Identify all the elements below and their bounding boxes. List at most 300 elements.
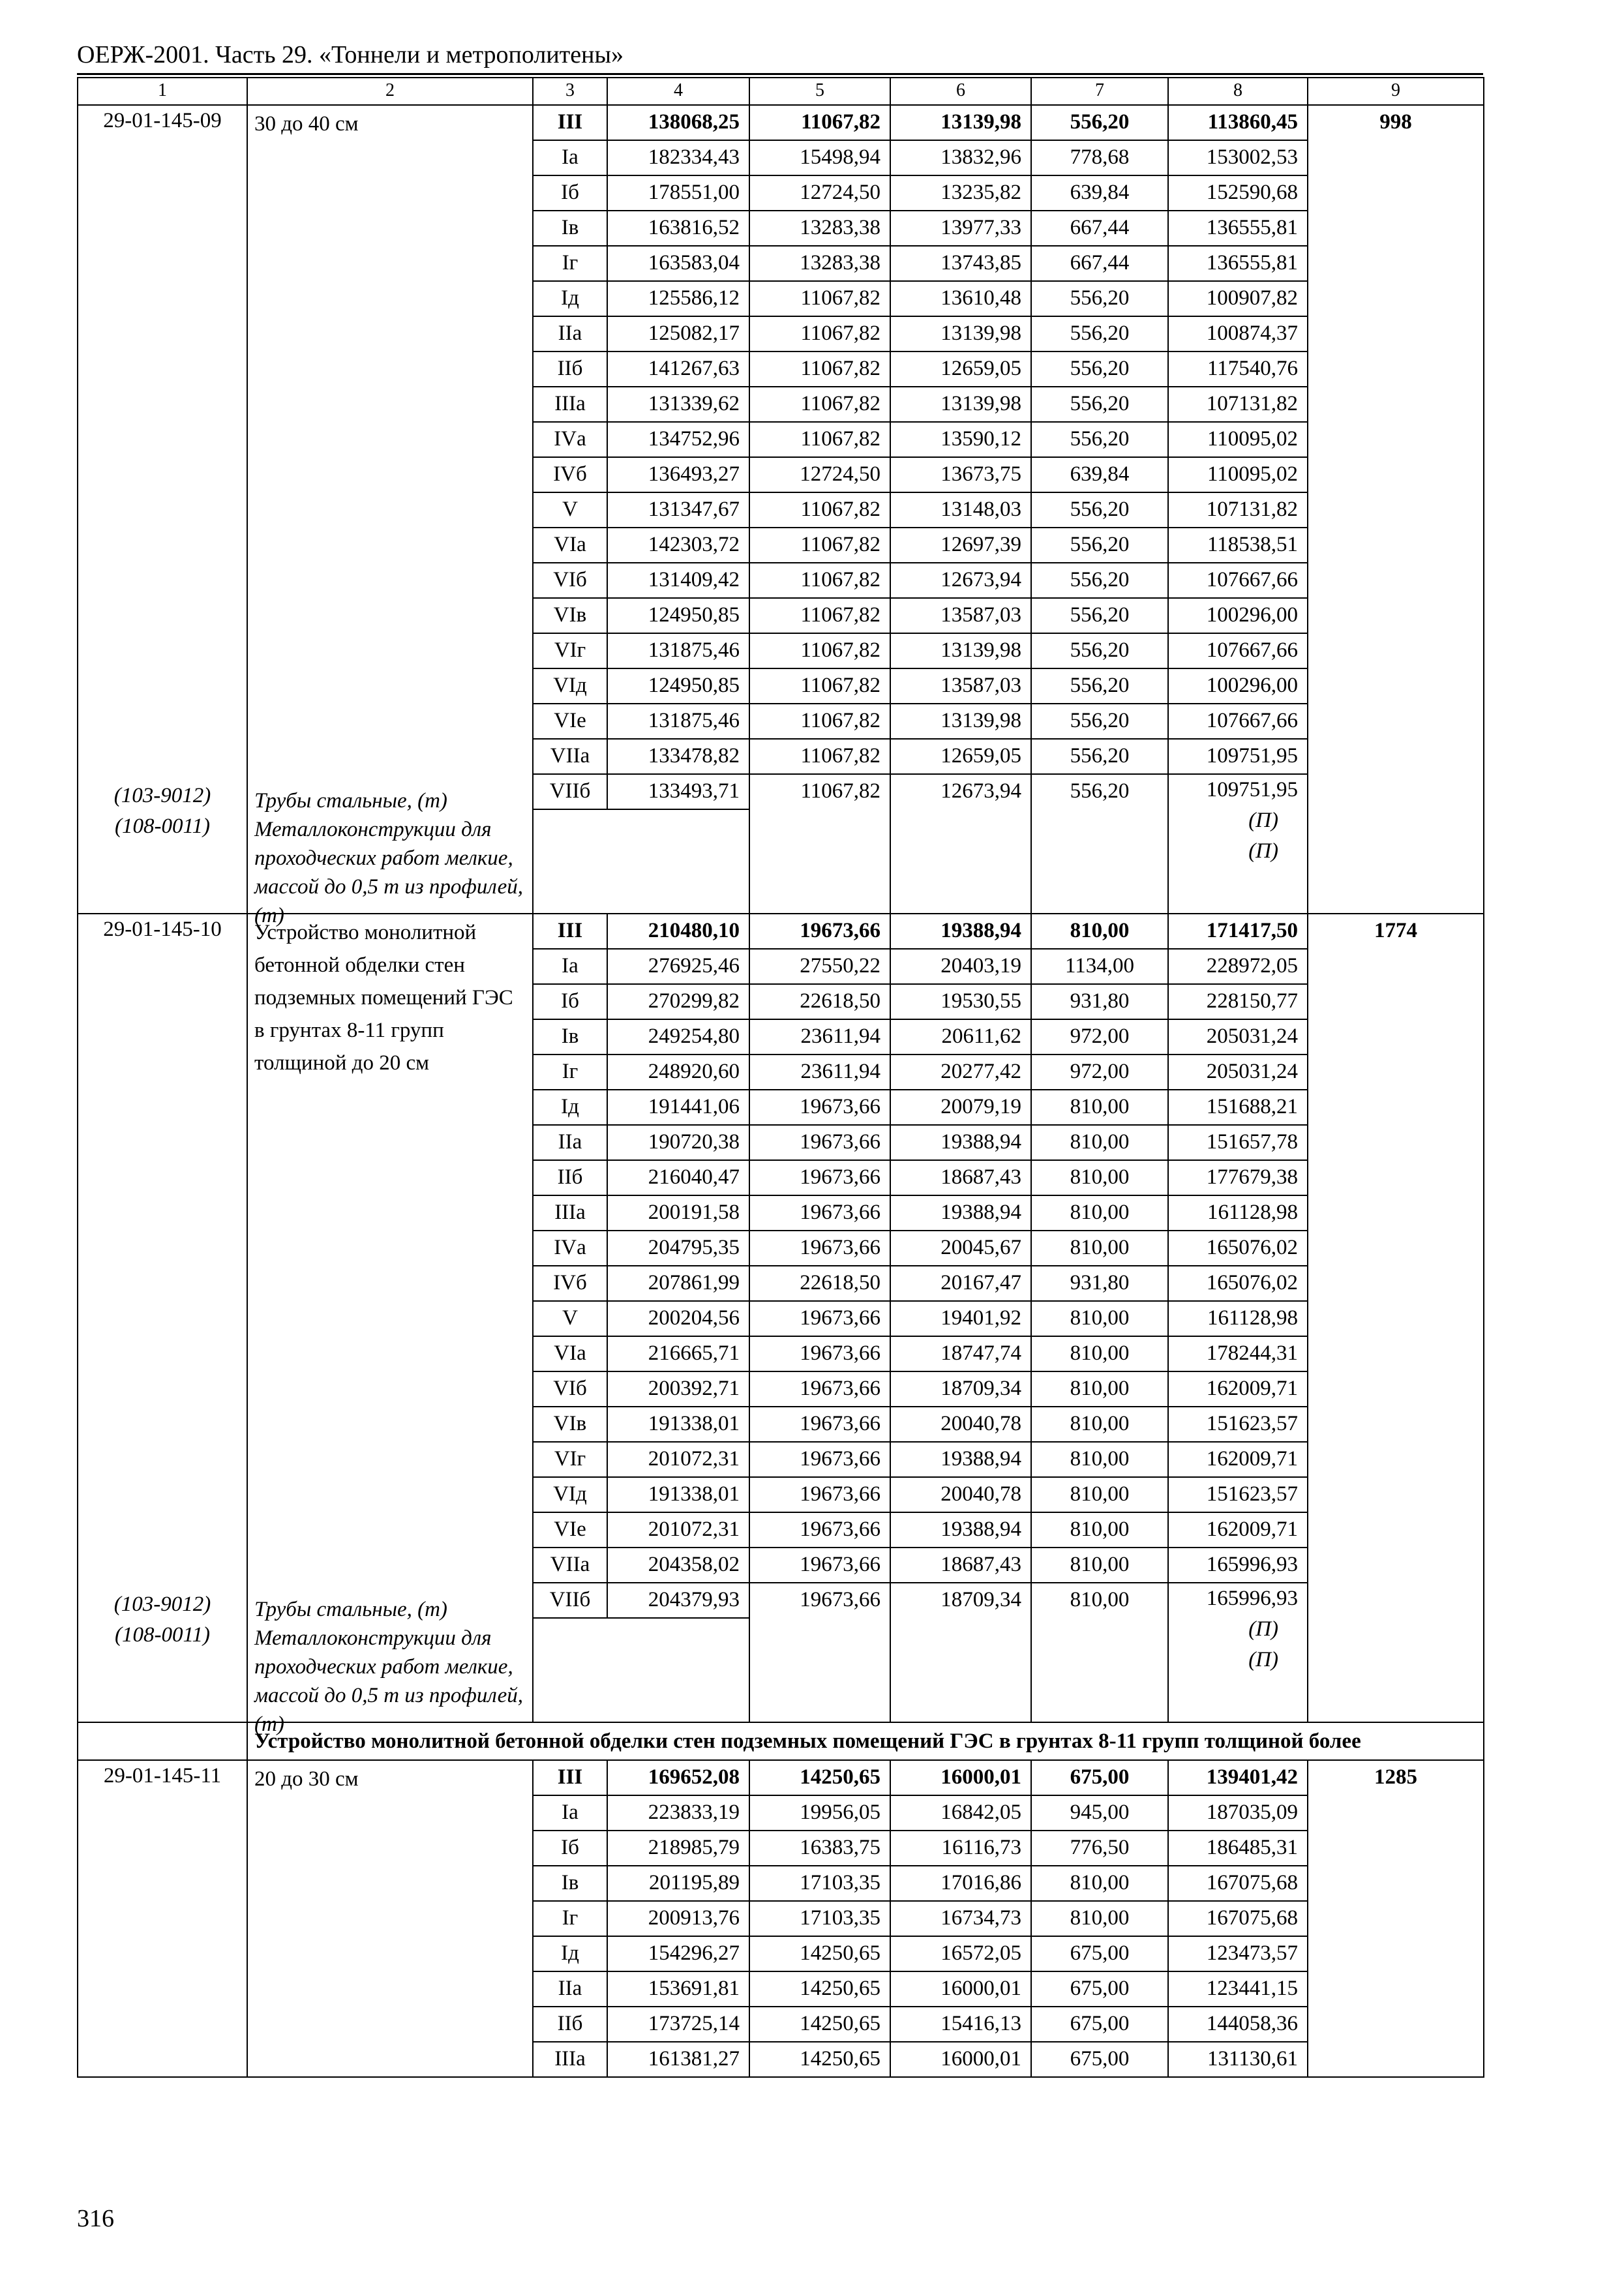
value-cell-c7: 931,80 [1031, 1266, 1168, 1301]
zone-cell: IIа [533, 1971, 607, 2007]
value-cell-c4: 161381,27 [607, 2042, 749, 2077]
value-cell-c5: 14250,65 [749, 1760, 890, 1795]
zone-cell: Iд [533, 1936, 607, 1971]
value-cell-c7: 675,00 [1031, 1936, 1168, 1971]
zone-cell: VIа [533, 1336, 607, 1371]
value-cell-c8: 161128,98 [1168, 1195, 1308, 1231]
value-cell-c6: 18687,43 [890, 1160, 1031, 1195]
value-cell-c7: 675,00 [1031, 1760, 1168, 1795]
value-cell-c8: 100907,82 [1168, 281, 1308, 316]
value-cell-c8: 228972,05 [1168, 949, 1308, 984]
zone-cell: VIв [533, 1407, 607, 1442]
total-cell: 998 [1308, 105, 1484, 914]
value-cell-c4: 141267,63 [607, 352, 749, 387]
zone-cell: Iв [533, 1019, 607, 1055]
value-cell-c6: 19388,94 [890, 1195, 1031, 1231]
value-cell-c4: 163583,04 [607, 246, 749, 281]
zone-cell: IIIа [533, 387, 607, 422]
zone-cell: Iд [533, 1090, 607, 1125]
value-cell-c6: 13139,98 [890, 387, 1031, 422]
page-header-title: ОЕРЖ-2001. Часть 29. «Тоннели и метрополитены» [77, 41, 624, 68]
value-cell-c5: 19673,66 [749, 1442, 890, 1477]
value-cell-c6: 13743,85 [890, 246, 1031, 281]
value-cell-c8: 151623,57 [1168, 1407, 1308, 1442]
zone-cell: IIIа [533, 1195, 607, 1231]
zone-cell: IVа [533, 422, 607, 457]
code-spacer [85, 136, 240, 781]
value-cell-c8: 153002,53 [1168, 140, 1308, 175]
value-cell-c6: 12659,05 [890, 352, 1031, 387]
zone-cell: III [533, 1760, 607, 1795]
zone-cell: V [533, 492, 607, 528]
value-cell-c6: 13832,96 [890, 140, 1031, 175]
value-cell-c4: 133478,82 [607, 739, 749, 774]
zone-cell: Iг [533, 1901, 607, 1936]
header-rule [77, 73, 1483, 75]
value-cell-c8: 109751,95 [1168, 739, 1308, 774]
value-cell-c5: 23611,94 [749, 1055, 890, 1090]
value-cell-c5: 16383,75 [749, 1831, 890, 1866]
value-cell-c4: 200913,76 [607, 1901, 749, 1936]
value-cell-c8: 152590,68 [1168, 175, 1308, 211]
value-cell-c5: 19673,66 [749, 1160, 890, 1195]
value-cell-c5: 11067,82 [749, 563, 890, 598]
value-cell-c8: 151623,57 [1168, 1477, 1308, 1512]
value-cell-c7: 556,20 [1031, 563, 1168, 598]
value-cell-c7: 810,00 [1031, 1477, 1168, 1512]
column-number-row [78, 78, 1484, 105]
value-cell-c4: 163816,52 [607, 211, 749, 246]
value-cell-c8: 100296,00 [1168, 668, 1308, 704]
value-cell-c4: 131409,42 [607, 563, 749, 598]
zone-cell: IIб [533, 1160, 607, 1195]
value-cell-c4: 125082,17 [607, 316, 749, 352]
value-cell-c5: 11067,82 [749, 316, 890, 352]
value-cell-c8: 205031,24 [1168, 1055, 1308, 1090]
value-cell-c4: 131339,62 [607, 387, 749, 422]
value-cell-c8: 165076,02 [1168, 1231, 1308, 1266]
value-cell-c7: 810,00 [1031, 1371, 1168, 1407]
value-cell-c8: 117540,76 [1168, 352, 1308, 387]
value-cell-c8: 107667,66 [1168, 563, 1308, 598]
value-cell-c8: 144058,36 [1168, 2007, 1308, 2042]
value-cell-c8: 100874,37 [1168, 316, 1308, 352]
value-cell-c6: 13587,03 [890, 598, 1031, 633]
value-cell-c6: 13673,75 [890, 457, 1031, 492]
material-ref: (П) [1248, 809, 1278, 832]
value-cell-c4: 249254,80 [607, 1019, 749, 1055]
material-code: (103-9012) [113, 784, 211, 807]
value-cell-c5: 14250,65 [749, 2007, 890, 2042]
value-cell-c7: 556,20 [1031, 774, 1168, 914]
value-cell-c7: 556,20 [1031, 316, 1168, 352]
value-cell-c8: 167075,68 [1168, 1901, 1308, 1936]
value-cell-c6: 20277,42 [890, 1055, 1031, 1090]
value-cell-c8: 205031,24 [1168, 1019, 1308, 1055]
value-cell-c6: 20045,67 [890, 1231, 1031, 1266]
value-cell-c6: 13590,12 [890, 422, 1031, 457]
band-empty-cell [78, 1722, 247, 1760]
value-cell-c4: 124950,85 [607, 598, 749, 633]
value-cell-c8: 161128,98 [1168, 1301, 1308, 1336]
value-cell-c8: 162009,71 [1168, 1442, 1308, 1477]
value-cell-c7: 810,00 [1031, 1125, 1168, 1160]
column-number-cell: 5 [749, 78, 890, 105]
value-cell-c7: 776,50 [1031, 1831, 1168, 1866]
zone-cell: VIIа [533, 739, 607, 774]
total-cell: 1774 [1308, 914, 1484, 1722]
value-cell-c5: 19673,66 [749, 1512, 890, 1548]
zone-cell: VIб [533, 1371, 607, 1407]
value-cell-c4: 190720,38 [607, 1125, 749, 1160]
value-cell-c7: 675,00 [1031, 1971, 1168, 2007]
value-cell-c5: 11067,82 [749, 105, 890, 140]
zone-cell: VIе [533, 704, 607, 739]
value-cell-c8: 177679,38 [1168, 1160, 1308, 1195]
value-cell-c7: 556,20 [1031, 633, 1168, 668]
value-cell-c5: 12724,50 [749, 175, 890, 211]
value-cell-c5: 12724,50 [749, 457, 890, 492]
value-cell-c6: 18747,74 [890, 1336, 1031, 1371]
work-description: Устройство монолитной бетонной обделки стен подземных помещений ГЭС в грунтах 8-11 групп толщиной до 20 см [254, 921, 513, 1075]
value-cell-c8: 165076,02 [1168, 1266, 1308, 1301]
material-name: Трубы стальные, (т) [254, 789, 447, 813]
zone-cell: Iв [533, 1866, 607, 1901]
value-cell-c5: 11067,82 [749, 774, 890, 914]
value-cell-c5: 11067,82 [749, 633, 890, 668]
section-band-title: Устройство монолитной бетонной обделки стен подземных помещений ГЭС в грунтах 8-11 групп толщиной более [247, 1722, 1484, 1760]
value-cell-c7: 810,00 [1031, 914, 1168, 949]
zone-cell: IIб [533, 352, 607, 387]
value-cell-c5: 17103,35 [749, 1866, 890, 1901]
page-number: 316 [77, 2205, 114, 2232]
value-cell-c7: 667,44 [1031, 246, 1168, 281]
value-cell-c6: 20403,19 [890, 949, 1031, 984]
zone-cell: Iа [533, 140, 607, 175]
zone-cell: IIIа [533, 2042, 607, 2077]
value-cell-c5: 19673,66 [749, 1336, 890, 1371]
rates-table [77, 77, 1484, 2078]
value-cell-c7: 810,00 [1031, 1195, 1168, 1231]
zone-cell: V [533, 1301, 607, 1336]
value-cell-c7: 556,20 [1031, 387, 1168, 422]
value-cell-c6: 13148,03 [890, 492, 1031, 528]
zone-cell: Iа [533, 1795, 607, 1831]
value-cell-c4: 200191,58 [607, 1195, 749, 1231]
value-cell-c6: 19388,94 [890, 914, 1031, 949]
value-cell-c5: 19673,66 [749, 914, 890, 949]
value-cell-c7: 810,00 [1031, 1301, 1168, 1336]
value-cell-c8: 151688,21 [1168, 1090, 1308, 1125]
zone-cell: IVб [533, 457, 607, 492]
zone-cell: VIд [533, 1477, 607, 1512]
value-cell-c5: 11067,82 [749, 281, 890, 316]
value-cell-c4: 173725,14 [607, 2007, 749, 2042]
value-cell-c4: 218985,79 [607, 1831, 749, 1866]
material-ref: (П) [1248, 1617, 1278, 1641]
value-cell-c5: 11067,82 [749, 528, 890, 563]
value-cell-c5: 13283,38 [749, 211, 890, 246]
value-cell-c8: 107667,66 [1168, 633, 1308, 668]
value-cell-c8: 187035,09 [1168, 1795, 1308, 1831]
table-row [78, 914, 1484, 949]
zone-cell: Iв [533, 211, 607, 246]
table-row [78, 105, 1484, 140]
rate-code: 29-01-145-11 [103, 1764, 222, 1788]
value-cell-c5: 11067,82 [749, 387, 890, 422]
value-cell-c4: 191338,01 [607, 1407, 749, 1442]
value-c8: 109751,95 [1206, 778, 1298, 801]
value-cell-c7: 810,00 [1031, 1160, 1168, 1195]
value-cell-c6: 13977,33 [890, 211, 1031, 246]
value-cell-c8: 151657,78 [1168, 1125, 1308, 1160]
value-cell-c6: 20040,78 [890, 1477, 1031, 1512]
value-cell-c5: 11067,82 [749, 422, 890, 457]
value-cell-c4: 182334,43 [607, 140, 749, 175]
value-cell-c7: 972,00 [1031, 1055, 1168, 1090]
value-cell-c6: 16572,05 [890, 1936, 1031, 1971]
value-cell-c8 [1168, 774, 1308, 914]
materials-list [254, 786, 526, 930]
zone-cell: VIб [533, 563, 607, 598]
value-cell-c4: 204379,93 [607, 1583, 749, 1618]
value-cell-c8: 228150,77 [1168, 984, 1308, 1019]
material-code: (108-0011) [114, 815, 211, 838]
value-cell-c8: 107131,82 [1168, 387, 1308, 422]
value-cell-c6: 19388,94 [890, 1125, 1031, 1160]
zone-cell: IIб [533, 2007, 607, 2042]
value-cell-c4: 210480,10 [607, 914, 749, 949]
value-cell-c8: 107667,66 [1168, 704, 1308, 739]
value-cell-c6: 13139,98 [890, 316, 1031, 352]
value-cell-c4: 178551,00 [607, 175, 749, 211]
value-cell-c8: 136555,81 [1168, 246, 1308, 281]
value-cell-c8: 123441,15 [1168, 1971, 1308, 2007]
column-number-cell: 6 [890, 78, 1031, 105]
value-cell-c5: 11067,82 [749, 668, 890, 704]
value-cell-c6: 12673,94 [890, 774, 1031, 914]
value-cell-c7: 810,00 [1031, 1512, 1168, 1548]
value-cell-c4: 154296,27 [607, 1936, 749, 1971]
zone-cell: VIа [533, 528, 607, 563]
rate-code: 29-01-145-10 [103, 918, 222, 941]
zone-cell: VIIб [533, 774, 607, 809]
value-cell-c5: 11067,82 [749, 492, 890, 528]
value-cell-c4: 200392,71 [607, 1371, 749, 1407]
zone-cell: Iд [533, 281, 607, 316]
value-cell-c7: 556,20 [1031, 422, 1168, 457]
value-cell-c4: 270299,82 [607, 984, 749, 1019]
value-cell-c6: 16000,01 [890, 1971, 1031, 2007]
value-cell-c4: 191338,01 [607, 1477, 749, 1512]
value-cell-c8: 186485,31 [1168, 1831, 1308, 1866]
material-ref: (П) [1248, 839, 1278, 863]
value-cell-c5: 27550,22 [749, 949, 890, 984]
value-cell-c4: 201195,89 [607, 1866, 749, 1901]
value-cell-c4: 248920,60 [607, 1055, 749, 1090]
zone-cell: III [533, 914, 607, 949]
value-cell-c4: 134752,96 [607, 422, 749, 457]
value-cell-c5: 15498,94 [749, 140, 890, 175]
value-cell-c8: 110095,02 [1168, 422, 1308, 457]
value-cell-c5: 19673,66 [749, 1583, 890, 1722]
value-cell-c6: 16000,01 [890, 1760, 1031, 1795]
value-cell-c7: 945,00 [1031, 1795, 1168, 1831]
value-cell-c8: 178244,31 [1168, 1336, 1308, 1371]
value-cell-c5: 19673,66 [749, 1407, 890, 1442]
value-cell-c8: 167075,68 [1168, 1866, 1308, 1901]
value-cell-c4: 125586,12 [607, 281, 749, 316]
value-cell-c4: 131347,67 [607, 492, 749, 528]
value-cell-c7: 810,00 [1031, 1407, 1168, 1442]
zone-cell: Iа [533, 949, 607, 984]
rate-code-cell [78, 1760, 247, 2077]
value-cell-c6: 17016,86 [890, 1866, 1031, 1901]
value-cell-c6: 19388,94 [890, 1442, 1031, 1477]
zone-cell: Iб [533, 175, 607, 211]
value-cell-c4: 153691,81 [607, 1971, 749, 2007]
column-number-cell: 9 [1308, 78, 1484, 105]
value-cell-c4: 216040,47 [607, 1160, 749, 1195]
zone-cell: Iб [533, 1831, 607, 1866]
value-cell-c5: 11067,82 [749, 598, 890, 633]
value-cell-c8: 107131,82 [1168, 492, 1308, 528]
value-cell-c4: 204358,02 [607, 1548, 749, 1583]
total-cell: 1285 [1308, 1760, 1484, 2077]
value-cell-c6: 16116,73 [890, 1831, 1031, 1866]
value-cell-c6: 16842,05 [890, 1795, 1031, 1831]
value-cell-c6: 12673,94 [890, 563, 1031, 598]
value-cell-c4: 131875,46 [607, 704, 749, 739]
material-name: Металлоконструкции для проходческих работ мелкие, массой до 0,5 т из профилей, (т) [254, 1626, 523, 1736]
value-c8: 165996,93 [1206, 1587, 1298, 1610]
value-cell-c7: 931,80 [1031, 984, 1168, 1019]
table-row [78, 1760, 1484, 1795]
value-cell-c5: 22618,50 [749, 1266, 890, 1301]
value-cell-c8: 110095,02 [1168, 457, 1308, 492]
value-cell-c8: 162009,71 [1168, 1512, 1308, 1548]
value-cell-c5: 19673,66 [749, 1548, 890, 1583]
value-cell-c7: 675,00 [1031, 2007, 1168, 2042]
value-cell-c5: 19673,66 [749, 1477, 890, 1512]
value-cell-c8: 139401,42 [1168, 1760, 1308, 1795]
value-cell-c4: 204795,35 [607, 1231, 749, 1266]
value-cell-c5: 11067,82 [749, 352, 890, 387]
zone-cell: Iг [533, 246, 607, 281]
value-cell-c5: 19673,66 [749, 1371, 890, 1407]
value-cell-c5: 14250,65 [749, 1971, 890, 2007]
work-description: 20 до 30 см [254, 1767, 359, 1791]
value-cell-c7: 667,44 [1031, 211, 1168, 246]
value-cell-c8: 118538,51 [1168, 528, 1308, 563]
column-number-cell: 1 [78, 78, 247, 105]
value-cell-c5: 23611,94 [749, 1019, 890, 1055]
zone-cell: VIв [533, 598, 607, 633]
value-cell-c7: 639,84 [1031, 457, 1168, 492]
value-cell-c5: 19673,66 [749, 1195, 890, 1231]
value-cell-c7: 556,20 [1031, 598, 1168, 633]
zone-cell: Iг [533, 1055, 607, 1090]
value-cell-c7: 556,20 [1031, 105, 1168, 140]
column-number-cell: 3 [533, 78, 607, 105]
value-cell-c4: 136493,27 [607, 457, 749, 492]
zone-cell: IVа [533, 1231, 607, 1266]
rate-code: 29-01-145-09 [103, 109, 222, 132]
zone-cell: VIIа [533, 1548, 607, 1583]
value-cell-c6: 19401,92 [890, 1301, 1031, 1336]
value-cell-c6: 13235,82 [890, 175, 1031, 211]
value-cell-c7: 556,20 [1031, 668, 1168, 704]
value-cell-c6: 19530,55 [890, 984, 1031, 1019]
value-cell-c6: 18687,43 [890, 1548, 1031, 1583]
value-cell-c7: 675,00 [1031, 2042, 1168, 2077]
value-cell-c6: 12697,39 [890, 528, 1031, 563]
zone-cell: VIд [533, 668, 607, 704]
value-cell-c4: 142303,72 [607, 528, 749, 563]
value-cell-c4: 216665,71 [607, 1336, 749, 1371]
column-number-cell: 4 [607, 78, 749, 105]
value-cell-c4: 200204,56 [607, 1301, 749, 1336]
value-cell-c6: 18709,34 [890, 1371, 1031, 1407]
value-cell-c6: 13610,48 [890, 281, 1031, 316]
value-cell-c5: 19673,66 [749, 1231, 890, 1266]
value-cell-c7: 972,00 [1031, 1019, 1168, 1055]
value-cell-c7: 810,00 [1031, 1901, 1168, 1936]
column-number-cell: 8 [1168, 78, 1308, 105]
zone-cell: VIг [533, 1442, 607, 1477]
value-cell-c6: 16734,73 [890, 1901, 1031, 1936]
zone-cell: III [533, 105, 607, 140]
code-spacer [85, 945, 240, 1589]
value-cell-c4: 201072,31 [607, 1512, 749, 1548]
value-cell-c7: 810,00 [1031, 1231, 1168, 1266]
zone-cell: VIг [533, 633, 607, 668]
rate-code-cell [78, 914, 247, 1722]
value-cell-c7: 556,20 [1031, 352, 1168, 387]
value-cell-c8 [1168, 1583, 1308, 1722]
zone-cell: IIа [533, 1125, 607, 1160]
value-cell-c6: 13587,03 [890, 668, 1031, 704]
value-cell-c7: 810,00 [1031, 1090, 1168, 1125]
value-cell-c5: 13283,38 [749, 246, 890, 281]
value-cell-c7: 810,00 [1031, 1583, 1168, 1722]
value-cell-c6: 20079,19 [890, 1090, 1031, 1125]
value-cell-c6: 13139,98 [890, 704, 1031, 739]
value-cell-c5: 19673,66 [749, 1301, 890, 1336]
value-cell-c7: 556,20 [1031, 528, 1168, 563]
description-cell [247, 105, 533, 927]
column-number-cell: 2 [247, 78, 533, 105]
value-cell-c7: 778,68 [1031, 140, 1168, 175]
value-cell-c8: 162009,71 [1168, 1371, 1308, 1407]
rate-code-cell [78, 105, 247, 914]
value-cell-c6: 20040,78 [890, 1407, 1031, 1442]
value-cell-c8: 165996,93 [1168, 1548, 1308, 1583]
value-cell-c4: 169652,08 [607, 1760, 749, 1795]
value-cell-c6: 13139,98 [890, 633, 1031, 668]
value-cell-c7: 639,84 [1031, 175, 1168, 211]
value-cell-c6: 19388,94 [890, 1512, 1031, 1548]
zone-cell: Iб [533, 984, 607, 1019]
value-cell-c8: 113860,45 [1168, 105, 1308, 140]
value-cell-c8: 123473,57 [1168, 1936, 1308, 1971]
value-cell-c4: 207861,99 [607, 1266, 749, 1301]
value-cell-c8: 136555,81 [1168, 211, 1308, 246]
value-cell-c7: 810,00 [1031, 1336, 1168, 1371]
zone-cell: IIа [533, 316, 607, 352]
value-cell-c6: 18709,34 [890, 1583, 1031, 1722]
value-cell-c8: 100296,00 [1168, 598, 1308, 633]
